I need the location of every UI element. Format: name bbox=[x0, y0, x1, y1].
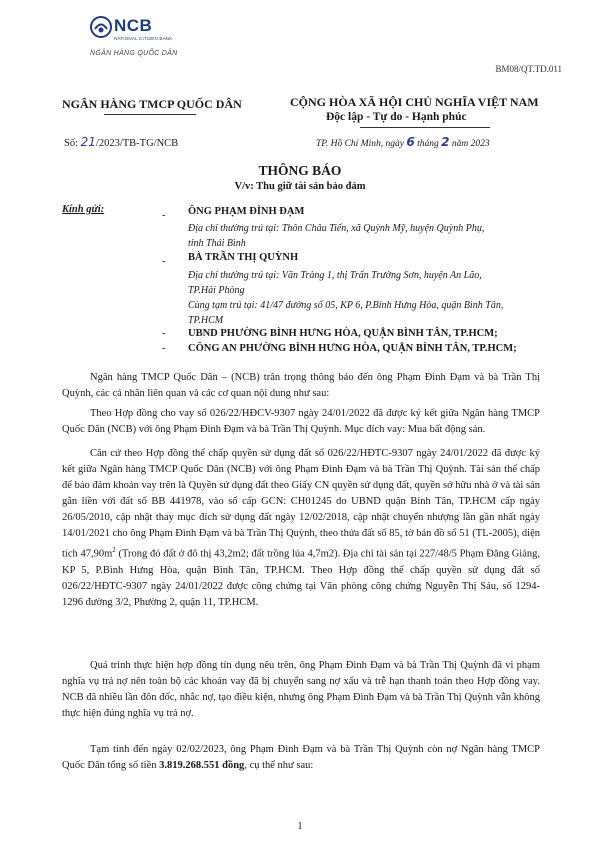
area-unit-superscript: 2 bbox=[112, 546, 116, 554]
document-number bbox=[64, 135, 178, 149]
recipient-bullet: - bbox=[162, 256, 166, 267]
bank-name-underline bbox=[104, 114, 196, 115]
recipient-bullet: - bbox=[162, 328, 166, 339]
document-subject: V/v: Thu giữ tài sản bảo đảm bbox=[234, 181, 366, 192]
date-month-label: tháng bbox=[414, 139, 442, 149]
logo-subtext: NATIONAL CITIZEN BANK bbox=[114, 36, 173, 41]
recipient-1-name: ÔNG PHẠM ĐÌNH ĐẠM bbox=[188, 206, 305, 217]
logo-vietnamese-text: NGÂN HÀNG QUỐC DÂN bbox=[90, 50, 178, 57]
recipient-2-address-line3: Cùng tạm trú tại: 41/47 đường số 05, KP 6, P.Bình Hưng Hòa, quận Bình Tân, bbox=[188, 300, 504, 311]
recipient-1-address-line2: tỉnh Thái Bình bbox=[188, 238, 246, 249]
date-year: năm 2023 bbox=[449, 139, 490, 149]
document-date bbox=[316, 135, 490, 149]
form-code: BM08/QT.TD.011 bbox=[495, 64, 562, 74]
debt-amount: 3.819.268.551 đồng bbox=[159, 760, 245, 771]
national-motto: Độc lập - Tự do - Hạnh phúc bbox=[326, 111, 467, 123]
body-paragraph-3 bbox=[62, 446, 540, 611]
issuer-bank-name: NGÂN HÀNG TMCP QUỐC DÂN bbox=[62, 97, 242, 111]
recipients-label: Kính gửi: bbox=[62, 204, 105, 215]
doc-number-suffix: /2023/TB-TG/NCB bbox=[95, 138, 179, 149]
paragraph-5-text-a: Tạm tính đến ngày 02/02/2023, ông Phạm Đình Đạm và bà Trần Thị Quỳnh còn nợ Ngân hàng TMCP Quốc Dân tổng số tiền bbox=[62, 744, 540, 771]
document-title: THÔNG BÁO bbox=[258, 163, 342, 178]
paragraph-5-text-b: , cụ thể như sau: bbox=[244, 760, 314, 771]
body-paragraph-4: Quá trình thực hiện hợp đồng tín dụng nêu trên, ông Phạm Đình Đạm và bà Trần Thị Quỳnh đã vi phạm nghĩa vụ trả nợ nên toàn bộ các khoản vay đã bị chuyển sang nợ xấu và trễ hạn thanh toán theo Hợp đồng vay. NCB đã nhiều lần đôn đốc, nhắc nợ, tạo điều kiện, nhưng ông Phạm Đình Đạm và bà Trần Thị Quỳnh vẫn không thực hiện đúng nghĩa vụ trả nợ. bbox=[62, 660, 540, 719]
recipient-bullet: - bbox=[162, 343, 166, 354]
motto-underline bbox=[360, 127, 490, 128]
recipient-2-address-line1: Địa chỉ thường trú tại: Văn Tràng 1, thị Trấn Trường Sơn, huyện An Lão, bbox=[188, 270, 482, 281]
ncb-logo-mark-icon bbox=[90, 16, 112, 38]
recipient-2-address-line2: TP.Hải Phòng bbox=[188, 285, 245, 296]
ncb-logo bbox=[90, 14, 200, 64]
paragraph-3-text-b: (Trong đó đất ở đô thị 43,2m2; đất trồng lúa 4,7m2). Địa chỉ tài sản tại 227/48/5 Phạm Đăng Giảng, KP 5, P.Bình Hưng Hòa, quận Bình Tân, TP.HCM. Theo Hợp đồng thế chấp quyền sử dụng đất số 026/22/HĐTC-9307 ngày 24/01/2022 được công chứng tại Văn phòng công chứng Nguyễn Thị Sáu, số 1294-1296 đường 3/2, Phường 2, quận 11, TP.HCM. bbox=[62, 548, 540, 608]
date-month-handwritten: 2 bbox=[441, 135, 450, 149]
recipient-4-name: CÔNG AN PHƯỜNG BÌNH HƯNG HÒA, QUẬN BÌNH TÂN, TP.HCM; bbox=[188, 343, 517, 354]
doc-number-handwritten: 21 bbox=[80, 135, 96, 149]
doc-number-prefix: Số: bbox=[64, 138, 81, 149]
recipient-2-name: BÀ TRẦN THỊ QUỲNH bbox=[188, 252, 299, 263]
body-paragraph-1: Ngân hàng TMCP Quốc Dân – (NCB) trân trọng thông báo đến ông Phạm Đình Đạm và bà Trần Thị Quỳnh, các cá nhân liên quan và các cơ quan nội dung như sau: bbox=[62, 372, 540, 399]
date-day-handwritten: 6 bbox=[406, 135, 415, 149]
recipient-3-name: UBND PHƯỜNG BÌNH HƯNG HÒA, QUẬN BÌNH TÂN, TP.HCM; bbox=[188, 328, 498, 339]
logo-text: NCB bbox=[114, 16, 153, 35]
body-paragraph-2: Theo Hợp đồng cho vay số 026/22/HĐCV-9307 ngày 24/01/2022 đã được ký kết giữa Ngân hàng TMCP Quốc Dân (NCB) với ông Phạm Đình Đạm và bà Trần Thị Quỳnh. Mục đích vay: Mua bất động sản. bbox=[62, 408, 540, 435]
recipient-2-address-line4: TP.HCM bbox=[188, 315, 224, 326]
recipient-1-address-line1: Địa chỉ thường trú tại: Thôn Châu Tiến, xã Quỳnh Mỹ, huyện Quỳnh Phụ, bbox=[188, 223, 485, 234]
recipient-bullet: - bbox=[162, 210, 166, 221]
paragraph-3-text-a: Căn cứ theo Hợp đồng thế chấp quyền sử dụng đất số 026/22/HĐTC-9307 ngày 24/01/2022 đã được ký kết giữa Ngân hàng TMCP Quốc Dân (NCB) với ông Phạm Đình Đạm và bà Trần Thị Quỳnh. Tài sản thế chấp để bảo đảm khoản vay trên là Quyền sử dụng đất theo Giấy CN quyền sử dụng đất, quyền sở hữu nhà ở và tài sản gắn liền với đất số BB 441978, vào sổ cấp GCN: CH01245 do UBND quận Bình Tân, TP.HCM cấp ngày 26/05/2010, cập nhật thay mục đích sử dụng đất ngày 12/02/2018, cập nhật chuyển nhượng lần gần nhất ngày 14/01/2021 cho ông Phạm Đình Đạm và bà Trần Thị Quỳnh, theo thửa đất số 85, tờ bản đồ số 51 (TL-2005), diện tích 47,90m bbox=[62, 448, 540, 560]
national-title: CỘNG HÒA XÃ HỘI CHỦ NGHĨA VIỆT NAM bbox=[290, 95, 539, 109]
body-paragraph-5 bbox=[62, 742, 540, 774]
page-number: 1 bbox=[297, 821, 303, 832]
date-prefix: TP. Hồ Chí Minh, ngày bbox=[316, 139, 407, 149]
